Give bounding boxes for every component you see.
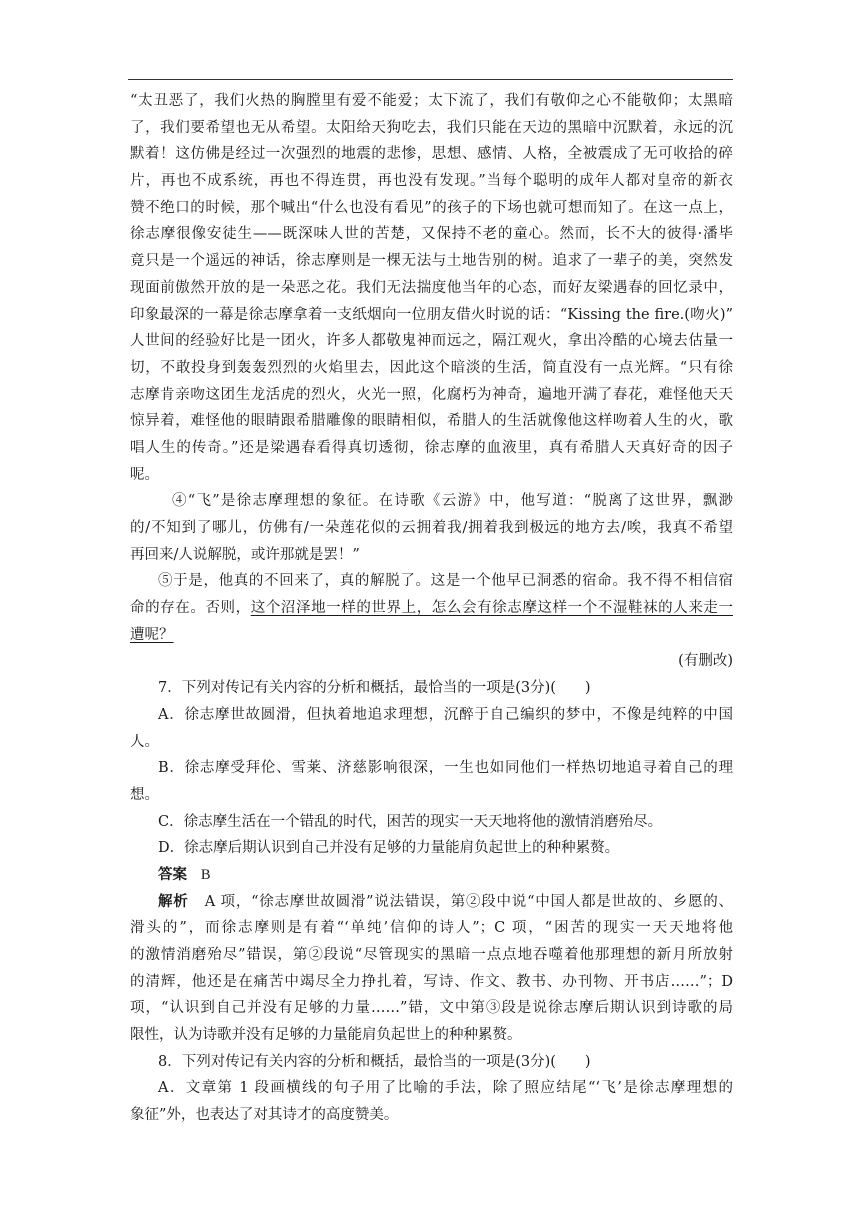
source-note: (有删改) bbox=[678, 653, 733, 670]
question-8 bbox=[130, 1049, 733, 1129]
question-7 bbox=[130, 675, 733, 1049]
text-line: 的/不知到了哪儿，仿佛有/一朵莲花似的云拥着我/拥着我到极远的地方去/唉，我真不希望 bbox=[130, 520, 733, 536]
analysis-line: 的激情消磨殆尽”错误，第②段说“尽管现实的黑暗一点点地吞噬着他那理想的新月所放射 bbox=[130, 947, 733, 963]
page-body bbox=[130, 88, 733, 1129]
text-line bbox=[130, 622, 733, 649]
analysis-label: 解析 bbox=[158, 893, 189, 910]
answer-value: B bbox=[200, 866, 211, 883]
text-line: ④“飞”是徐志摩理想的象征。在诗歌《云游》中，他写道：“脱离了这世界，飘渺 bbox=[172, 493, 733, 510]
analysis-line: 限性，认为诗歌并没有足够的力量能肩负起世上的种种累赘。 bbox=[130, 1027, 522, 1044]
option-a: A．文章第 1 段画横线的句子用了比喻的手法，除了照应结尾“‘飞’是徐志摩理想的 bbox=[158, 1080, 733, 1097]
text-line: 志摩肯亲吻这团生龙活虎的烈火，火光一照，化腐朽为神奇，遍地开满了春花，难怪他天天 bbox=[130, 386, 733, 403]
analysis-line bbox=[130, 889, 733, 916]
analysis-line: 的清辉，他还是在痛苦中竭尽全力挣扎着，写诗、作文、教书、办刊物、开书店……”；D bbox=[130, 973, 733, 990]
text-line: 徐志摩很像安徒生——既深味人世的苦楚，又保持不老的童心。然而，长不大的彼得·潘毕 bbox=[130, 226, 733, 243]
text-line: ⑤于是，他真的不回来了，真的解脱了。这是一个他早已洞悉的宿命。我不得不相信宿 bbox=[158, 573, 733, 590]
answer-label: 答案 bbox=[158, 866, 187, 883]
option-a: A．徐志摩世故圆滑，但执着地追求理想，沉醉于自己编织的梦中，不像是纯粹的中国 bbox=[158, 706, 733, 723]
question-stem: 8．下列对传记有关内容的分析和概括，最恰当的一项是(3分)( ) bbox=[158, 1053, 591, 1070]
underlined-sentence: 遭呢？ bbox=[130, 626, 174, 643]
text-line: 人世间的经验好比是一团火，许多人都敬鬼神而远之，隔江观火，拿出冷酷的心境去估量一 bbox=[130, 333, 733, 350]
text-line: 片，再也不成系统，再也不得连贯，再也没有发现。”当每个聪明的成年人都对皇帝的新衣 bbox=[130, 173, 733, 190]
text-line: 印象最深的一幕是徐志摩拿着一支纸烟向一位朋友借火时说的话：“Kissing the fire.(吻火)” bbox=[130, 306, 733, 323]
text-line: 切，不敢投身到轰轰烈烈的火焰里去，因此这个暗淡的生活，简直没有一点光辉。“只有徐 bbox=[130, 359, 733, 376]
text-line bbox=[130, 595, 733, 622]
text-line: 惊异着，难怪他的眼睛跟希腊雕像的眼睛相似，希腊人的生活就像他这样吻着人生的火，歌 bbox=[130, 413, 733, 430]
option-d: D．徐志摩后期认识到自己并没有足够的力量能肩负起世上的种种累赘。 bbox=[158, 840, 620, 857]
passage-paragraph-5 bbox=[130, 568, 733, 648]
option-c: C．徐志摩生活在一个错乱的时代，困苦的现实一天天地将他的激情消磨殆尽。 bbox=[158, 813, 663, 830]
answer-line bbox=[130, 862, 733, 889]
text-line: 赞不绝口的时候，那个喊出“什么也没有看见”的孩子的下场也就可想而知了。在这一点上， bbox=[130, 199, 733, 216]
option-b-continued: 想。 bbox=[130, 786, 159, 803]
option-a-continued: 人。 bbox=[130, 733, 159, 750]
text-line: 再回来/人说解脱，或许那就是罢！” bbox=[130, 546, 360, 563]
text-line: 呢。 bbox=[130, 466, 159, 483]
option-a-continued: 象征”外，也表达了对其诗才的高度赞美。 bbox=[130, 1107, 399, 1124]
question-stem: 7．下列对传记有关内容的分析和概括，最恰当的一项是(3分)( ) bbox=[158, 680, 591, 697]
analysis-text: A 项，“徐志摩世故圆滑”说法错误，第②段中说“中国人都是世故的、乡愿的、 bbox=[204, 893, 734, 910]
passage-paragraph-3 bbox=[130, 88, 733, 488]
passage-paragraph-4 bbox=[130, 488, 733, 568]
text-line: 竟只是一个遥远的神话，徐志摩则是一棵无法与土地告别的树。追求了一辈子的美，突然发 bbox=[130, 253, 733, 270]
text-line: 现面前傲然开放的是一朵恶之花。我们无法揣度他当年的心态，而好友梁遇春的回忆录中， bbox=[130, 279, 733, 296]
text-line: “太丑恶了，我们火热的胸膛里有爱不能爱；太下流了，我们有敬仰之心不能敬仰；太黑暗 bbox=[130, 93, 733, 109]
option-b: B．徐志摩受拜伦、雪莱、济慈影响很深，一生也如同他们一样热切地追寻着自己的理 bbox=[158, 760, 733, 777]
text-line: 唱人生的传奇。”还是梁遇春看得真切透彻，徐志摩的血液里，真有希腊人天真好奇的因子 bbox=[130, 439, 733, 456]
header-rule bbox=[128, 79, 733, 80]
text-line: 了，我们要希望也无从希望。太阳给天狗吃去，我们只能在天边的黑暗中沉默着，永远的沉 bbox=[130, 119, 733, 136]
underlined-sentence: 这个沼泽地一样的世界上，怎么会有徐志摩这样一个不湿鞋袜的人来走一 bbox=[250, 600, 733, 617]
analysis-line: 滑头的”，而徐志摩则是有着“‘单纯’信仰的诗人”；C 项，“困苦的现实一天天地将他 bbox=[130, 920, 733, 937]
text-segment: 命的存在。否则， bbox=[130, 600, 251, 617]
text-line: 默着！这仿佛是经过一次强烈的地震的悲惨，思想、感情、人格，全被震成了无可收拾的碎 bbox=[130, 146, 733, 163]
analysis-line: 项，“认识到自己并没有足够的力量……”错，文中第③段是说徐志摩后期认识到诗歌的局 bbox=[130, 1000, 733, 1017]
